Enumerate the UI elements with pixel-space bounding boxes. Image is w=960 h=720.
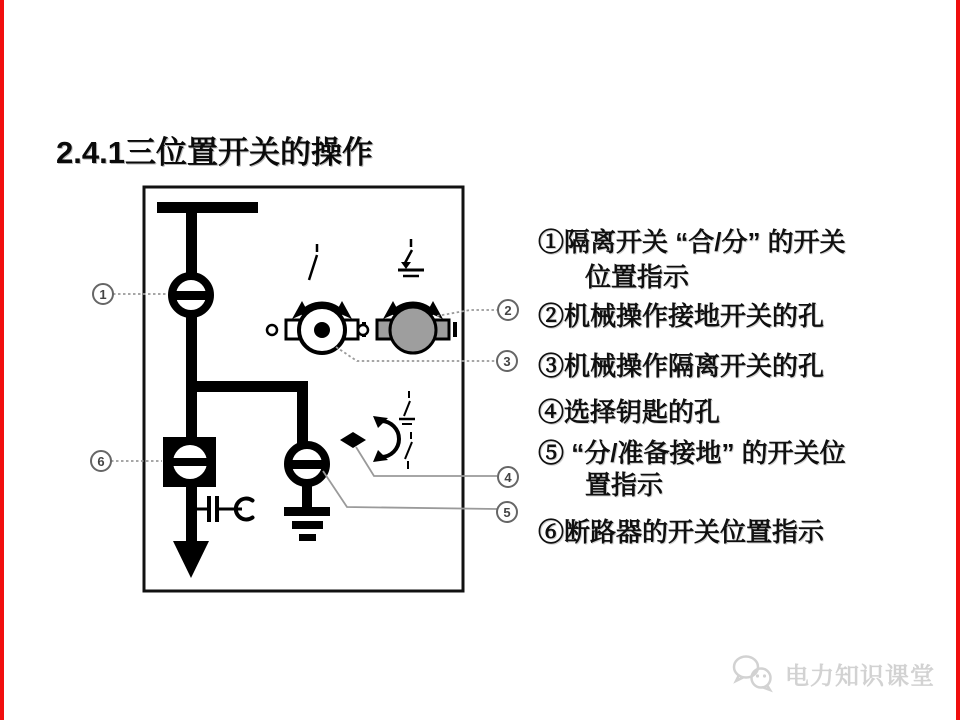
svg-text:2: 2 <box>504 303 512 318</box>
earthing-operating-knob <box>358 239 457 353</box>
svg-text:3: 3 <box>503 354 511 369</box>
legend-item-1-line-2: 位置指示 <box>585 262 690 292</box>
wechat-bubbles-icon <box>731 652 777 694</box>
legend-item-6: ⑥断路器的开关位置指示 <box>538 517 825 547</box>
legend-item-4: ④选择钥匙的孔 <box>538 397 721 427</box>
callout-5 <box>497 502 517 522</box>
circuit-breaker-symbol <box>163 437 216 487</box>
callout-4 <box>498 467 518 487</box>
legend-item-5-line-2: 置指示 <box>585 470 664 500</box>
callout-3 <box>497 351 517 371</box>
watermark-text: 电力知识课堂 <box>785 662 935 690</box>
watermark <box>731 652 935 694</box>
callout-6 <box>91 451 111 471</box>
busbar-symbol <box>157 202 258 275</box>
disconnector-position-indicator <box>172 276 210 314</box>
callout-1 <box>93 284 113 304</box>
legend-item-3: ③机械操作隔离开关的孔 <box>538 351 825 381</box>
outgoing-feeder-arrow <box>173 487 209 578</box>
svg-text:6: 6 <box>97 454 105 469</box>
key-selector-symbol <box>340 391 415 469</box>
svg-text:1: 1 <box>99 287 107 302</box>
callout-2 <box>498 300 518 320</box>
slide-title: 2.4.1三位置开关的操作 <box>56 135 373 170</box>
legend-item-1-line-1: ①隔离开关 “合/分” 的开关 <box>538 227 846 257</box>
plug-connector-symbol <box>197 496 253 522</box>
legend-item-2: ②机械操作接地开关的孔 <box>538 301 825 331</box>
svg-text:4: 4 <box>504 470 512 485</box>
svg-text:5: 5 <box>503 505 511 520</box>
legend-item-5-line-1: ⑤ “分/准备接地” 的开关位 <box>538 438 846 468</box>
disconnector-operating-knob <box>267 244 366 353</box>
earthing-switch-symbol <box>284 445 330 541</box>
